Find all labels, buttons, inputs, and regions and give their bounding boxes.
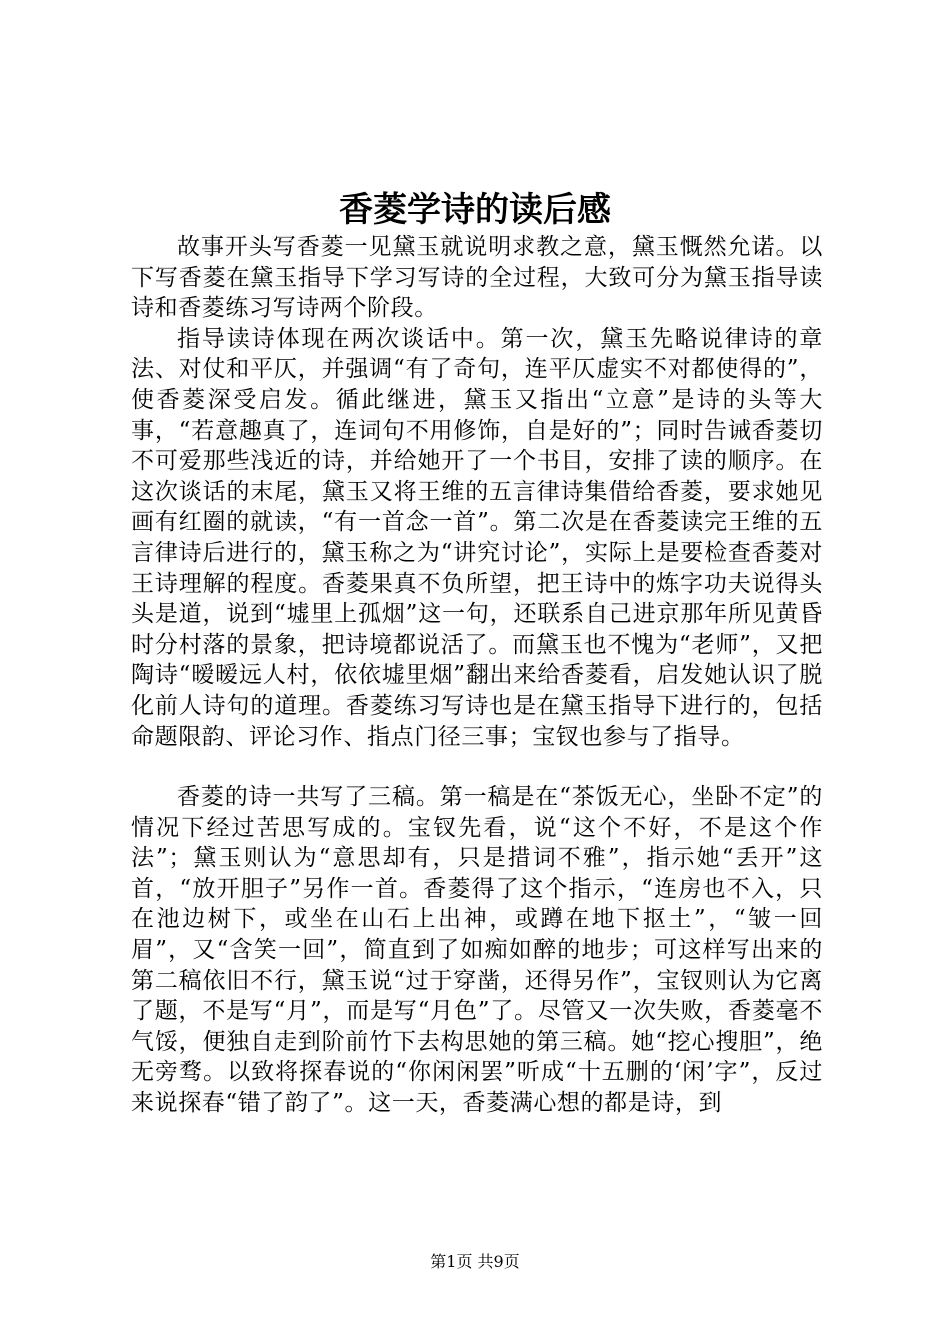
paragraph-reading-guidance: 指导读诗体现在两次谈话中。第一次，黛玉先略说律诗的章法、对仗和平仄，并强调“有了奇句，连平仄虚实不对都使得的”，使香菱深受启发。循此继进，黛玉又指出“立意”是诗的头等大事，“若意趣真了，连词句不用修饰，自是好的”；同时告诫香菱切不可爱那些浅近的诗，并给她开了一个书目，安排了读的顺序。在这次谈话的末尾，黛玉又将王维的五言律诗集借给香菱，要求她见画有红圈的就读，“有一首念一首”。第二次是在香菱读完王维的五言律诗后进行的，黛玉称之为“讲究讨论”，实际上是要检查香菱对王诗理解的程度。香菱果真不负所望，把王诗中的炼字功夫说得头头是道，说到“墟里上孤烟”这一句，还联系自己进京那年所见黄昏时分村落的景象，把诗境都说活了。而黛玉也不愧为“老师”，又把陶诗“暧暧远人村，依依墟里烟”翻出来给香菱看，启发她认识了脱化前人诗句的道理。香菱练习写诗也是在黛玉指导下进行的，包括命题限韵、评论习作、指点门径三事；宝钗也参与了指导。 (131, 325, 823, 750)
document-body (131, 232, 823, 1119)
paragraph-gap (131, 752, 823, 782)
paragraph-three-drafts: 香菱的诗一共写了三稿。第一稿是在“茶饭无心，坐卧不定”的情况下经过苦思写成的。宝钗先看，说“这个不好，不是这个作法”；黛玉则认为“意思却有，只是措词不雅”，指示她“丢开”这首，“放开胆子”另作一首。香菱得了这个指示，“连房也不入，只在池边树下，或坐在山石上出神，或蹲在地下抠土”，“皱一回眉”，又“含笑一回”，简直到了如痴如醉的地步；可这样写出来的第二稿依旧不行，黛玉说“过于穿凿，还得另作”，宝钗则认为它离了题，不是写“月”，而是写“月色”了。尽管又一次失败，香菱毫不气馁，便独自走到阶前竹下去构思她的第三稿。她“挖心搜胆”，绝无旁骛。以致将探春说的“你闲闲罢”听成“十五删的‘闲’字”，反过来说探春“错了韵了”。这一天，香菱满心想的都是诗，到 (131, 784, 823, 1117)
document-title: 香菱学诗的读后感 (339, 190, 611, 230)
page-footer: 第1页 共9页 (430, 1252, 520, 1271)
paragraph-intro: 故事开头写香菱一见黛玉就说明求教之意，黛玉慨然允诺。以下写香菱在黛玉指导下学习写诗的全过程，大致可分为黛玉指导读诗和香菱练习写诗两个阶段。 (131, 234, 823, 322)
